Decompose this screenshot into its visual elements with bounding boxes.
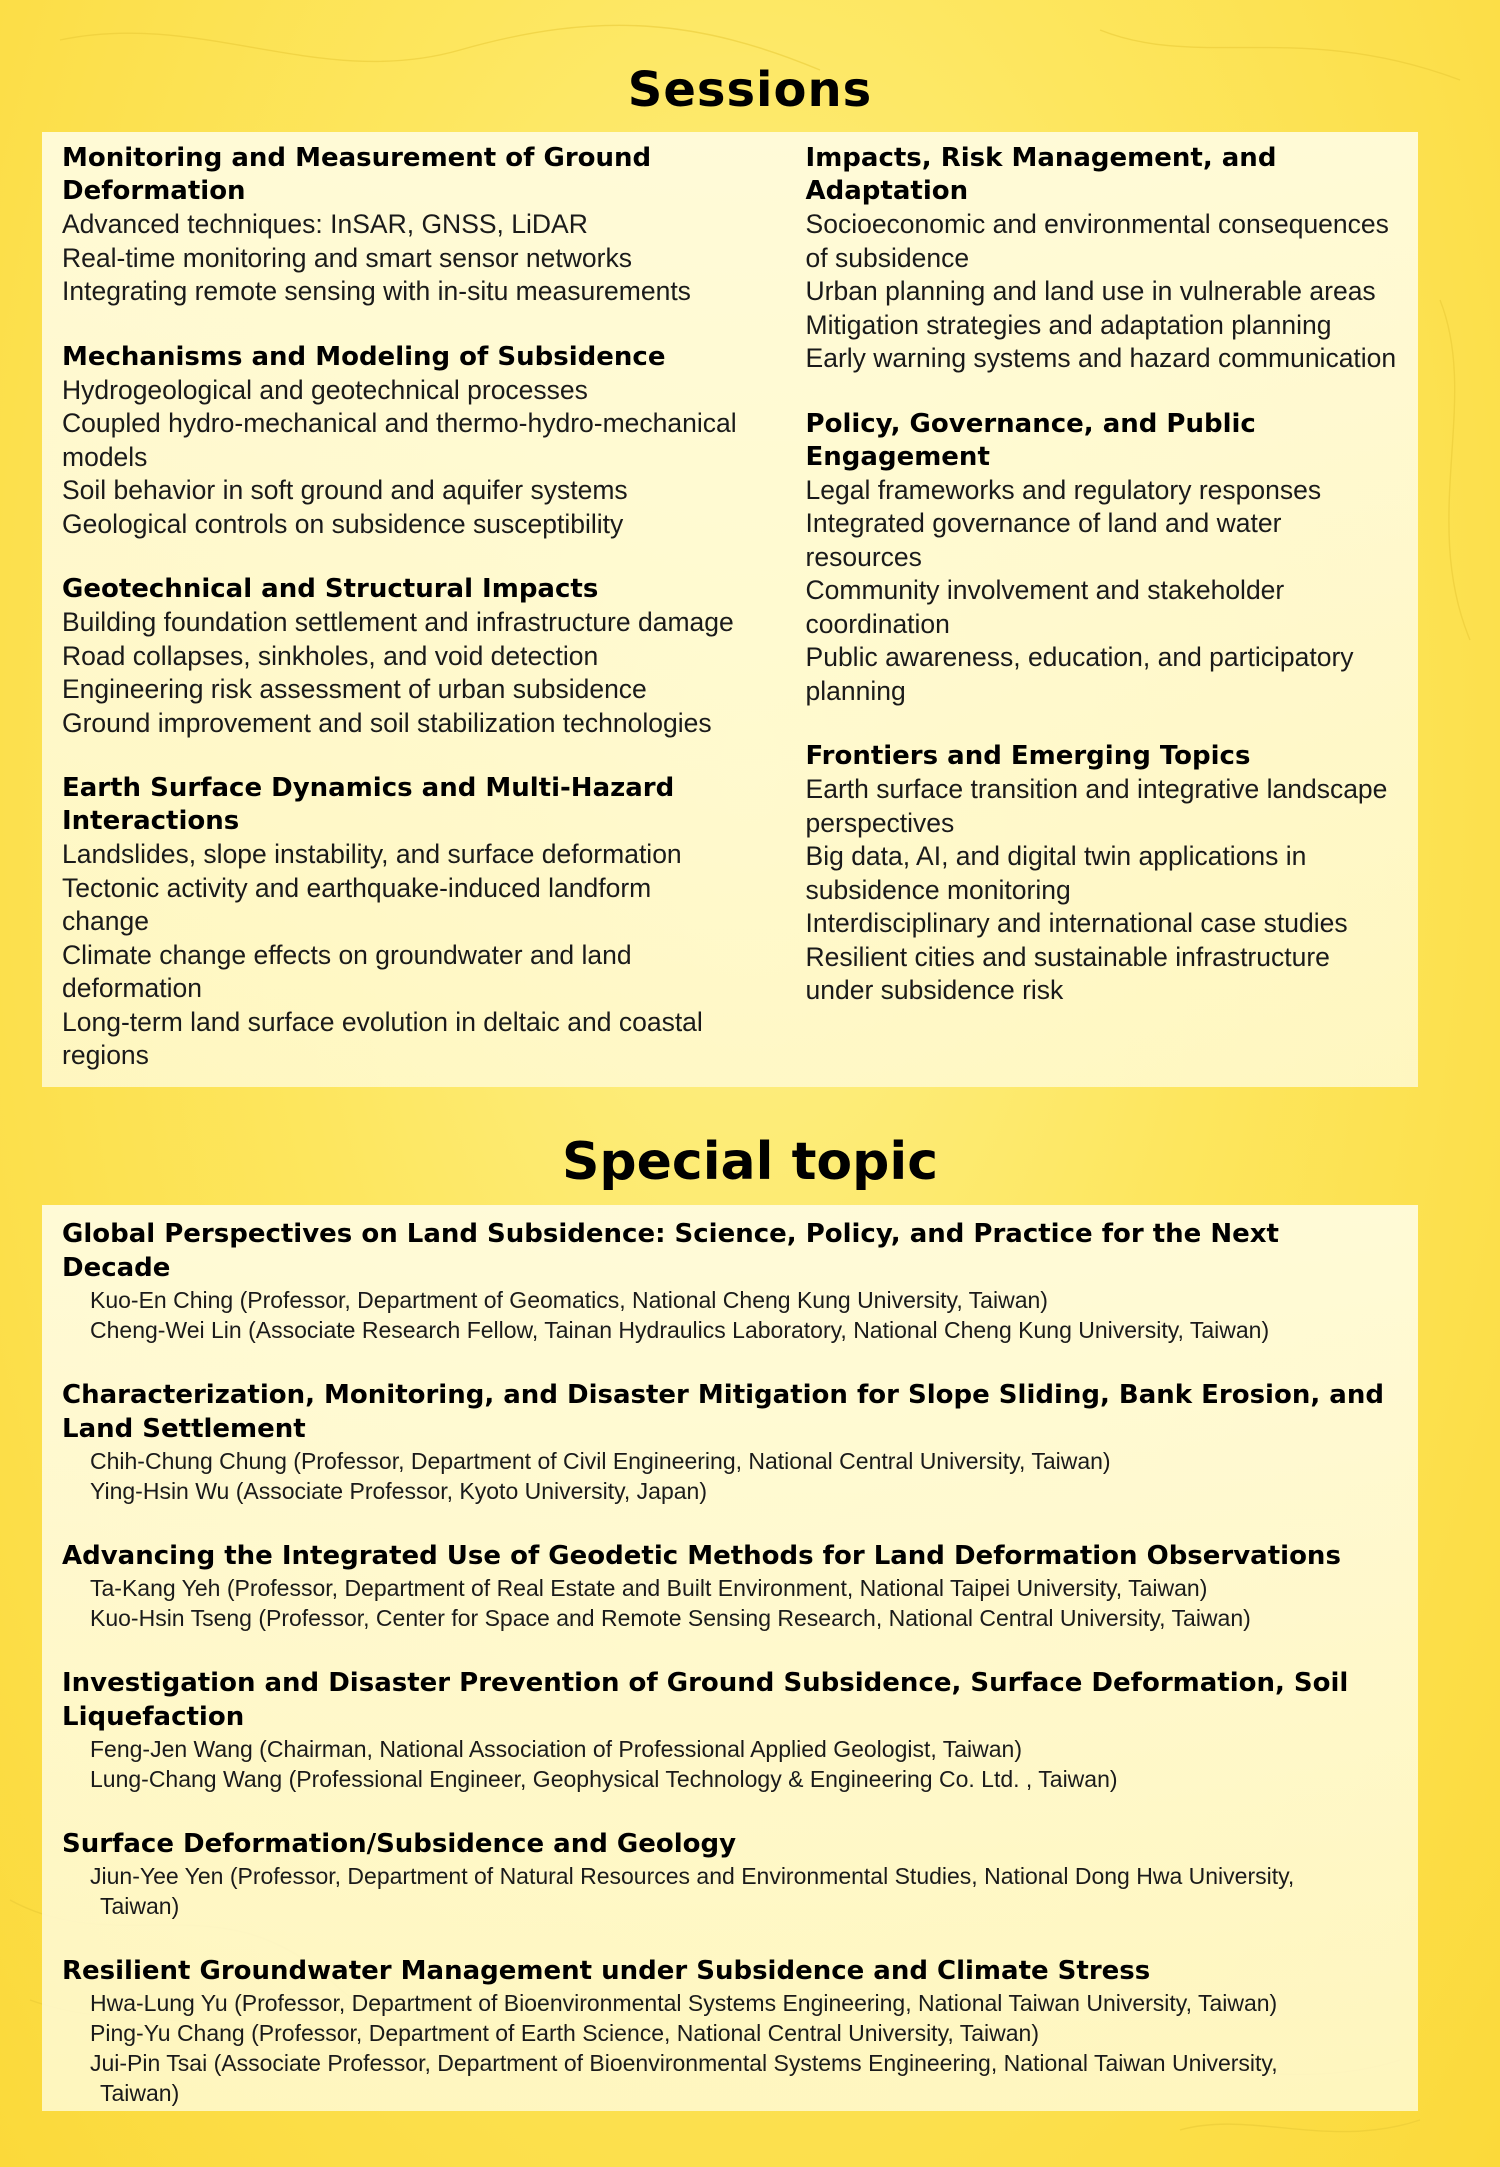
session-topic-item	[806, 941, 1398, 1008]
session-topic-item	[62, 208, 806, 242]
sessions-title: Sessions	[627, 62, 873, 118]
session-topic-line: Building foundation settlement and infrastructure damage	[62, 607, 734, 637]
session-topic-line: of subsidence	[805, 242, 970, 273]
session-topic-line: coordination	[805, 608, 950, 639]
special-topic-heading	[62, 1666, 1398, 1734]
special-topic-heading-line: Advancing the Integrated Use of Geodetic Methods for Land Deformation Observations	[62, 1541, 1341, 1571]
convener-line: Ying-Hsin Wu (Associate Professor, Kyoto University, Japan)	[90, 1478, 707, 1504]
session-block	[806, 142, 1398, 376]
session-topic-line: Interdisciplinary and international case studies	[805, 908, 1348, 938]
special-topic-heading-line: Decade	[62, 1253, 171, 1283]
session-topic-line: models	[62, 441, 148, 472]
session-heading-line: Interactions	[62, 806, 240, 836]
session-topic-item	[62, 872, 806, 939]
convener-entry	[62, 1285, 1398, 1315]
session-topic-line: Public awareness, education, and participatory	[805, 642, 1354, 672]
sessions-panel	[42, 132, 1418, 1087]
session-topic-line: Early warning systems and hazard communication	[805, 343, 1397, 373]
special-topic-heading	[62, 1378, 1398, 1446]
session-heading-line: Deformation	[62, 176, 246, 206]
session-topic-line: deformation	[62, 973, 202, 1003]
session-topic-item	[806, 342, 1398, 376]
convener-line: Taiwan)	[100, 1893, 180, 1919]
session-heading-line: Geotechnical and Structural Impacts	[62, 574, 599, 604]
special-topic-heading-line: Investigation and Disaster Prevention of Ground Subsidence, Surface Deformation, Soil	[62, 1668, 1349, 1698]
convener-entry	[62, 1988, 1398, 2018]
convener-line: Hwa-Lung Yu (Professor, Department of Bioenvironmental Systems Engineering, National Taiwan University, Taiwan)	[90, 1990, 1278, 2016]
session-topic-line: Coupled hydro-mechanical and thermo-hydro-mechanical	[62, 408, 737, 438]
session-heading-line: Earth Surface Dynamics and Multi-Hazard	[62, 773, 675, 803]
session-heading	[62, 341, 806, 374]
session-topic-item	[806, 840, 1398, 907]
convener-line: Taiwan)	[100, 2080, 180, 2106]
special-topic-heading-line: Resilient Groundwater Management under Subsidence and Climate Stress	[62, 1956, 1151, 1986]
convener-line: Kuo-Hsin Tseng (Professor, Center for Space and Remote Sensing Research, National Central University, Taiwan)	[90, 1605, 1251, 1631]
convener-line: Cheng-Wei Lin (Associate Research Fellow, Tainan Hydraulics Laboratory, National Cheng Kung University, Taiwan)	[90, 1317, 1270, 1343]
session-topic-item	[806, 773, 1398, 840]
session-heading-line: Adaptation	[805, 176, 969, 206]
convener-line: Jiun-Yee Yen (Professor, Department of Natural Resources and Environmental Studies, National Dong Hwa University,	[90, 1863, 1295, 1889]
special-topic-heading	[62, 1954, 1398, 1988]
session-topic-item	[62, 838, 806, 872]
session-topic-line: Community involvement and stakeholder	[805, 575, 1285, 605]
session-topic-item	[62, 474, 806, 508]
session-heading-line: Monitoring and Measurement of Ground	[62, 143, 652, 173]
special-topic-title: Special topic	[561, 1132, 939, 1192]
session-block	[62, 142, 806, 309]
special-topic-heading	[62, 1217, 1398, 1285]
session-heading-line: Impacts, Risk Management, and	[805, 143, 1277, 173]
session-topic-line: Integrating remote sensing with in-situ measurements	[62, 276, 691, 306]
session-topic-item	[806, 574, 1398, 641]
session-topic-item	[62, 640, 806, 674]
session-heading	[62, 772, 806, 838]
special-topic-heading	[62, 1827, 1398, 1861]
session-topic-line: planning	[805, 675, 906, 706]
session-topic-line: Climate change effects on groundwater and land	[62, 939, 632, 970]
convener-line: Feng-Jen Wang (Chairman, National Association of Professional Applied Geologist, Taiwan)	[90, 1736, 1022, 1762]
convener-entry	[62, 2018, 1398, 2048]
special-topic-heading-line: Land Settlement	[62, 1414, 306, 1444]
session-topic-line: Geological controls on subsidence susceptibility	[62, 508, 624, 539]
session-topic-line: Advanced techniques: InSAR, GNSS, LiDAR	[62, 209, 588, 239]
session-topic-item	[806, 275, 1398, 309]
session-topic-line: Soil behavior in soft ground and aquifer systems	[62, 475, 628, 505]
session-topic-item	[806, 641, 1398, 708]
session-topic-line: Resilient cities and sustainable infrastructure	[805, 941, 1330, 972]
session-topic-line: Road collapses, sinkholes, and void detection	[62, 640, 599, 671]
session-heading	[806, 408, 1398, 474]
special-topic-block	[62, 1954, 1398, 2108]
convener-entry	[62, 1861, 1398, 1921]
session-topic-line: under subsidence risk	[805, 975, 1064, 1005]
convener-line: Lung-Chang Wang (Professional Engineer, Geophysical Technology & Engineering Co. Ltd. , Taiwan)	[90, 1766, 1118, 1792]
sessions-right-column	[806, 142, 1398, 1105]
special-topic-block	[62, 1378, 1398, 1506]
session-topic-line: Ground improvement and soil stabilization technologies	[62, 707, 712, 738]
session-heading	[62, 573, 806, 606]
special-topic-heading-line: Liquefaction	[62, 1702, 245, 1732]
session-topic-line: Legal frameworks and regulatory responses	[805, 474, 1322, 505]
session-topic-item	[806, 309, 1398, 343]
session-topic-item	[62, 407, 806, 474]
session-topic-item	[806, 208, 1398, 275]
special-topic-block	[62, 1827, 1398, 1921]
special-topic-block	[62, 1217, 1398, 1345]
session-topic-line: Earth surface transition and integrative landscape	[805, 774, 1388, 804]
session-topic-line: perspectives	[805, 807, 955, 838]
session-heading-line: Mechanisms and Modeling of Subsidence	[62, 341, 666, 372]
convener-entry	[62, 1573, 1398, 1603]
special-topic-heading	[62, 1539, 1398, 1573]
session-topic-item	[62, 508, 806, 542]
convener-entry	[62, 1764, 1398, 1794]
convener-entry	[62, 1476, 1398, 1506]
session-heading	[806, 740, 1398, 773]
session-heading-line: Frontiers and Emerging Topics	[805, 741, 1251, 771]
convener-line: Kuo-En Ching (Professor, Department of Geomatics, National Cheng Kung University, Taiwan)	[90, 1287, 1048, 1313]
special-topic-panel	[42, 1205, 1418, 2111]
session-topic-item	[62, 606, 806, 640]
session-topic-line: Integrated governance of land and water resources	[805, 508, 1282, 572]
session-topic-item	[806, 507, 1398, 574]
convener-entry	[62, 1734, 1398, 1764]
session-topic-item	[62, 1006, 806, 1073]
session-topic-item	[62, 275, 806, 309]
session-heading	[806, 142, 1398, 208]
session-topic-line: Long-term land surface evolution in deltaic and coastal	[62, 1006, 703, 1037]
session-block	[62, 772, 806, 1073]
convener-line: Jui-Pin Tsai (Associate Professor, Department of Bioenvironmental Systems Engineering, National Taiwan University,	[90, 2050, 1278, 2076]
session-topic-item	[62, 707, 806, 741]
session-topic-line: Landslides, slope instability, and surface deformation	[62, 839, 682, 869]
convener-line: Ping-Yu Chang (Professor, Department of Earth Science, National Central University, Taiwan)	[90, 2020, 1039, 2046]
session-block	[806, 740, 1398, 1008]
session-topic-item	[806, 907, 1398, 941]
convener-line: Chih-Chung Chung (Professor, Department of Civil Engineering, National Central University, Taiwan)	[90, 1448, 1111, 1474]
session-topic-line: subsidence monitoring	[805, 874, 1071, 905]
special-topic-block	[62, 1539, 1398, 1633]
session-topic-line: Hydrogeological and geotechnical processes	[62, 374, 588, 405]
special-topic-block	[62, 1666, 1398, 1794]
convener-entry	[62, 1446, 1398, 1476]
session-block	[62, 341, 806, 542]
session-heading	[62, 142, 806, 208]
session-topic-line: Big data, AI, and digital twin applications in	[805, 841, 1307, 871]
special-topic-heading-line: Global Perspectives on Land Subsidence: Science, Policy, and Practice for the Next	[62, 1219, 1279, 1249]
session-heading-line: Engagement	[805, 441, 990, 472]
session-topic-line: Mitigation strategies and adaptation planning	[805, 309, 1332, 340]
session-topic-item	[62, 242, 806, 276]
special-topic-heading-line: Characterization, Monitoring, and Disaster Mitigation for Slope Sliding, Bank Erosion, and	[62, 1380, 1384, 1410]
convener-entry	[62, 1603, 1398, 1633]
session-heading-line: Policy, Governance, and Public	[805, 408, 1256, 439]
convener-line: Ta-Kang Yeh (Professor, Department of Real Estate and Built Environment, National Taipei University, Taiwan)	[90, 1575, 1208, 1601]
convener-entry	[62, 1315, 1398, 1345]
session-block	[806, 408, 1398, 709]
session-topic-item	[62, 939, 806, 1006]
sessions-left-column	[62, 142, 806, 1105]
convener-entry	[62, 2048, 1398, 2108]
session-block	[62, 573, 806, 740]
session-topic-line: Urban planning and land use in vulnerable areas	[805, 276, 1376, 306]
special-topic-heading-line: Surface Deformation/Subsidence and Geology	[62, 1829, 737, 1859]
session-topic-line: regions	[62, 1040, 149, 1070]
session-topic-item	[62, 374, 806, 408]
session-topic-line: Real-time monitoring and smart sensor networks	[62, 242, 632, 273]
session-topic-line: Engineering risk assessment of urban subsidence	[62, 674, 647, 704]
session-topic-line: Socioeconomic and environmental consequences	[805, 209, 1389, 239]
session-topic-line: Tectonic activity and earthquake-induced landform	[62, 872, 652, 903]
session-topic-item	[62, 673, 806, 707]
session-topic-item	[806, 474, 1398, 508]
session-topic-line: change	[62, 906, 149, 936]
